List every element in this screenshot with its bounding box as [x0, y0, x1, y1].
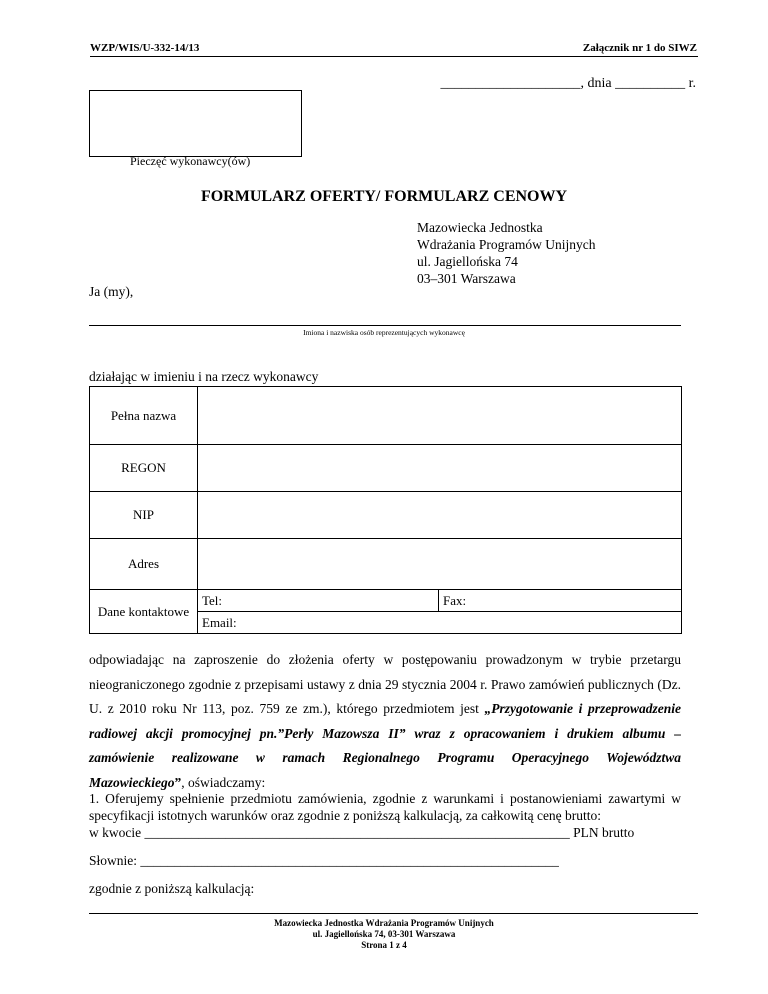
form-title: FORMULARZ OFERTY/ FORMULARZ CENOWY — [200, 188, 568, 205]
full-name-field[interactable] — [198, 387, 682, 445]
stamp-box — [89, 90, 302, 157]
offer-statement: 1. Oferujemy spełnienie przedmiotu zamówienia, zgodnie z warunkami i postanowieniami zawartymi w specyfikacji istotnych warunków oraz zgodnie z poniższą kalkulacją, za całkowitą cenę brutto: — [89, 791, 681, 823]
footer-rule — [89, 913, 698, 914]
header-rule — [90, 56, 698, 57]
address-label: Adres — [90, 539, 198, 590]
names-caption: Imiona i nazwiska osób reprezentujących wykonawcę — [303, 328, 465, 337]
contact-label: Dane kontaktowe — [90, 590, 198, 634]
doc-reference: WZP/WIS/U-332-14/13 — [90, 42, 200, 54]
recipient-line: Mazowiecka Jednostka — [417, 220, 543, 235]
address-field[interactable] — [198, 539, 682, 590]
declaration-text: , oświadczamy: — [181, 774, 266, 790]
page-number: Strona 1 z 4 — [361, 940, 407, 950]
offer-paragraph — [89, 648, 681, 795]
recipient-line: 03–301 Warszawa — [417, 271, 516, 286]
page-footer — [0, 918, 768, 951]
price-paragraph — [89, 790, 681, 897]
regon-label: REGON — [90, 445, 198, 492]
footer-line: Mazowiecka Jednostka Wdrażania Programów Unijnych — [274, 918, 494, 928]
nip-field[interactable] — [198, 492, 682, 539]
stamp-label: Pieczęć wykonawcy(ów) — [130, 154, 251, 168]
email-field[interactable]: Email: — [198, 612, 682, 634]
recipient-address — [417, 219, 595, 287]
order-subject: „Przygotowanie i przeprowadzenie radiowej akcji promocyjnej pn.”Perły Mazowsza II” wraz z opracowaniem i drukiem albumu – zamówienie realizowane w ramach Regionalnego Programu Operacyjnego Województwa Mazowieckiego — [89, 701, 682, 790]
amount-line[interactable]: w kwocie _______________________________________________________________ PLN brutto — [89, 825, 635, 840]
ja-label: Ja (my), — [89, 284, 134, 299]
names-field-line[interactable] — [89, 325, 681, 326]
acting-label: działając w imieniu i na rzecz wykonawcy — [89, 369, 319, 384]
calculation-label: zgodnie z poniższą kalkulacją: — [89, 881, 255, 896]
nip-label: NIP — [90, 492, 198, 539]
regon-field[interactable] — [198, 445, 682, 492]
recipient-line: Wdrażania Programów Unijnych — [417, 237, 596, 252]
order-subject-close: ” — [174, 774, 182, 790]
offer-text: odpowiadając na zaproszenie do złożenia oferty w postępowaniu prowadzonym w trybie przetargu nieograniczonego zgodnie z przepisami ustawy z dnia 29 stycznia 2004 r. Prawo zamówień publicznych (Dz. U. z 2010 roku Nr 113, poz. 759 ze zm.), którego przedmiotem jest — [89, 652, 681, 716]
fax-field[interactable]: Fax: — [439, 590, 682, 612]
footer-line: ul. Jagiellońska 74, 03-301 Warszawa — [312, 929, 456, 939]
recipient-line: ul. Jagiellońska 74 — [417, 254, 518, 269]
amount-words-line[interactable]: Słownie: ______________________________________________________________ — [89, 853, 559, 868]
contractor-table — [89, 386, 682, 634]
attachment-label: Załącznik nr 1 do SIWZ — [582, 42, 697, 54]
full-name-label: Pełna nazwa — [90, 387, 198, 445]
tel-field[interactable]: Tel: — [198, 590, 439, 612]
date-line: ____________________, dnia __________ r. — [440, 76, 696, 91]
